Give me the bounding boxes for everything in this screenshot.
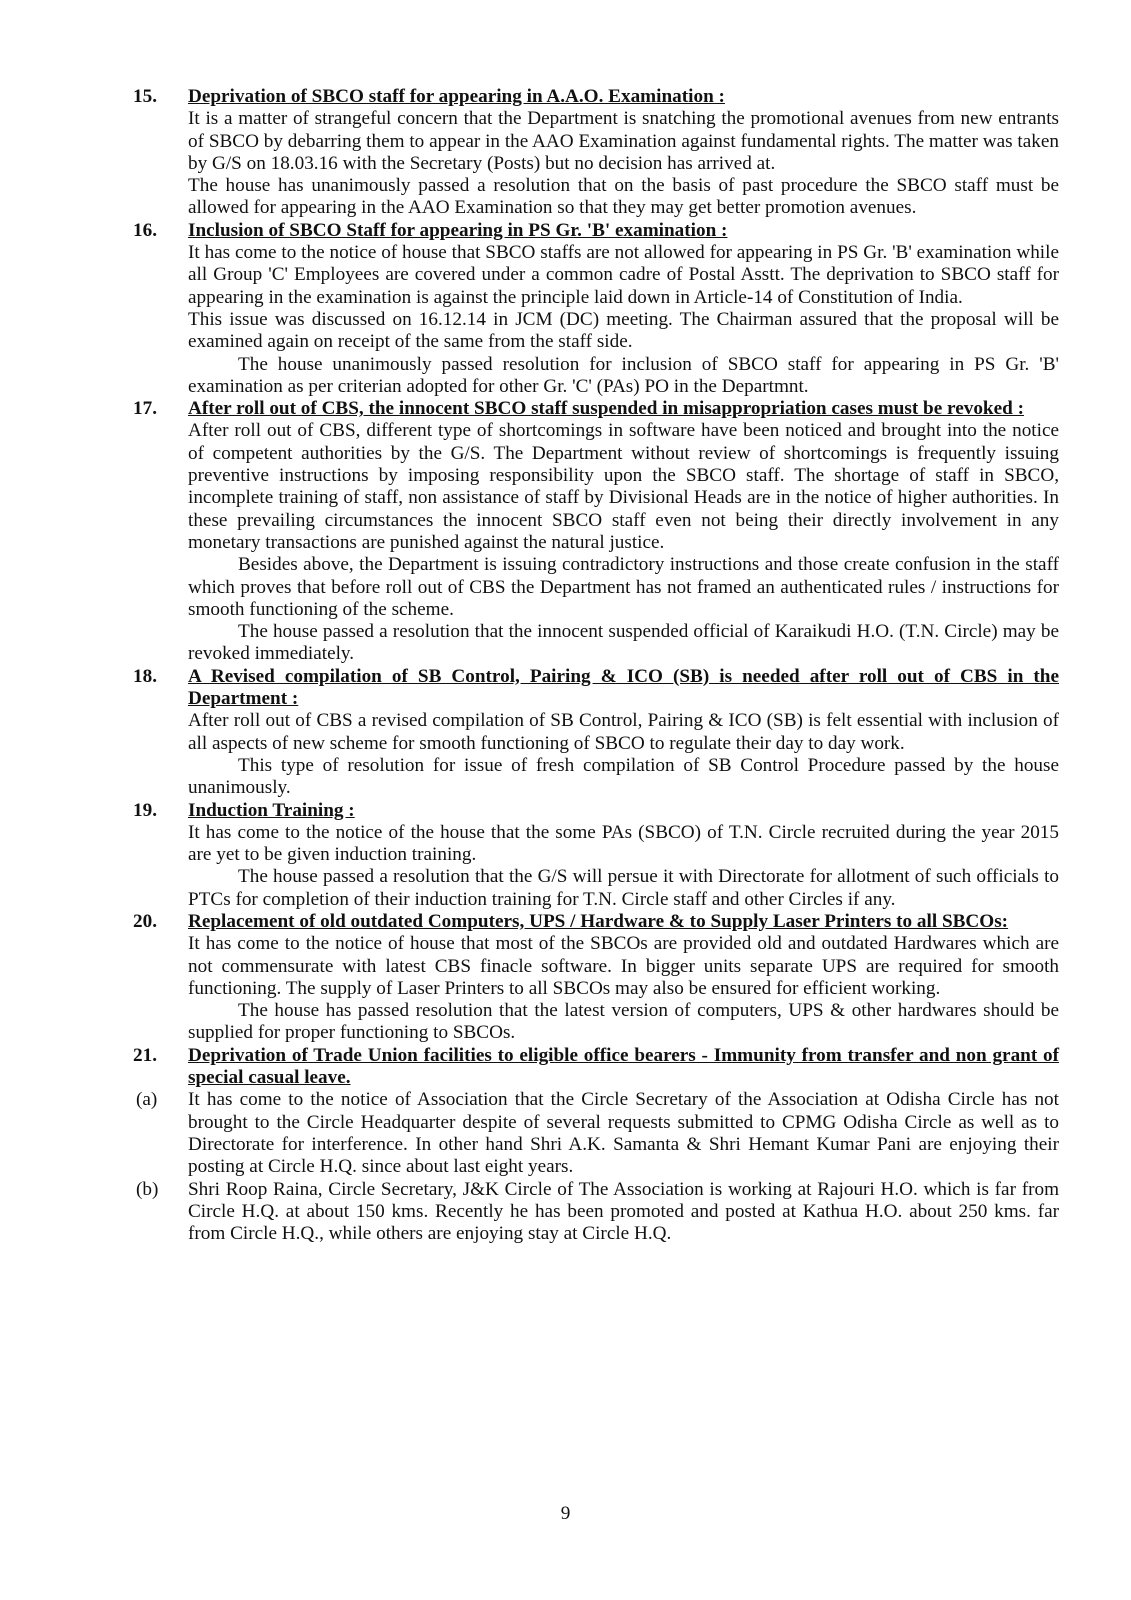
subitem-text: Shri Roop Raina, Circle Secretary, J&K Circle of The Association is working at Rajouri H.O. which is far from Circle H.Q. at about 150 kms. Recently he has been promoted and posted at Kathua H.O. about 250 kms. far from Circle H.Q., while others are enjoying stay at Circle H.Q. bbox=[188, 1178, 1059, 1245]
section-paragraph: The house passed a resolution that the innocent suspended official of Karaikudi H.O. (T.N. Circle) may be revoked immediately. bbox=[188, 621, 1059, 665]
section-paragraph: After roll out of CBS a revised compilation of SB Control, Pairing & ICO (SB) is felt essential with inclusion of all aspects of new scheme for smooth functioning of SBCO to regulate their day to day work. bbox=[188, 710, 1059, 754]
section-heading: Inclusion of SBCO Staff for appearing in PS Gr. 'B' examination : bbox=[188, 219, 728, 241]
section-17 bbox=[133, 398, 1059, 666]
section-paragraph: It has come to the notice of the house that the some PAs (SBCO) of T.N. Circle recruited during the year 2015 are yet to be given induction training. bbox=[188, 821, 1059, 866]
section-paragraph: The house passed a resolution that the G/S will persue it with Directorate for allotment of such officials to PTCs for completion of their induction training for T.N. Circle staff and other Circles if any. bbox=[188, 866, 1059, 910]
section-paragraph: The house has passed resolution that the latest version of computers, UPS & other hardwares should be supplied for proper functioning to SBCOs. bbox=[188, 1000, 1059, 1044]
section-19 bbox=[133, 800, 1059, 911]
section-paragraph: It has come to the notice of house that SBCO staffs are not allowed for appearing in PS Gr. 'B' examination while all Group 'C' Employees are covered under a common cadre of Postal Asstt. The deprivation to SBCO staff for appearing in the examination is against the principle laid down in Article-14 of Constitution of India. bbox=[188, 242, 1059, 308]
section-20 bbox=[133, 911, 1059, 1045]
subitem-b bbox=[133, 1179, 1059, 1246]
subitem-a bbox=[133, 1089, 1059, 1178]
section-paragraph: This type of resolution for issue of fresh compilation of SB Control Procedure passed by the house unanimously. bbox=[188, 754, 1059, 799]
subitem-marker: (a) bbox=[136, 1089, 158, 1111]
section-paragraph: Besides above, the Department is issuing contradictory instructions and those create confusion in the staff which proves that before roll out of CBS the Department has not framed an authenticated rules / instructions for smooth functioning of the scheme. bbox=[188, 554, 1059, 620]
section-number: 17. bbox=[133, 398, 157, 420]
section-15 bbox=[133, 86, 1059, 220]
section-heading: After roll out of CBS, the innocent SBCO staff suspended in misappropriation cases must be revoked : bbox=[188, 398, 1024, 420]
section-heading: A Revised compilation of SB Control, Pairing & ICO (SB) is needed after roll out of CBS in the Department : bbox=[188, 665, 1059, 710]
section-number: 15. bbox=[133, 86, 157, 107]
section-16 bbox=[133, 220, 1059, 398]
section-heading: Replacement of old outdated Computers, UPS / Hardware & to Supply Laser Printers to all SBCOs: bbox=[188, 910, 1009, 932]
section-heading: Deprivation of SBCO staff for appearing in A.A.O. Examination : bbox=[188, 86, 725, 107]
section-paragraph: It is a matter of strangeful concern that the Department is snatching the promotional avenues from new entrants of SBCO by debarring them to appear in the AAO Examination against fundamental rights. The matter was taken by G/S on 18.03.16 with the Secretary (Posts) but no decision has arrived at. bbox=[188, 108, 1059, 174]
section-number: 19. bbox=[133, 799, 157, 821]
section-21 bbox=[133, 1045, 1059, 1090]
section-paragraph: The house unanimously passed resolution for inclusion of SBCO staff for appearing in PS Gr. 'B' examination as per criterian adopted for other Gr. 'C' (PAs) PO in the Departmnt. bbox=[188, 353, 1059, 397]
section-18 bbox=[133, 666, 1059, 800]
section-number: 20. bbox=[133, 910, 157, 932]
section-number: 16. bbox=[133, 219, 157, 241]
page-number: 9 bbox=[560, 1503, 571, 1524]
subitem-text: It has come to the notice of Association that the Circle Secretary of the Association at Odisha Circle has not brought to the Circle Headquarter despite of several requests submitted to CPMG Odisha Circle as well as to Directorate for interference. In other hand Shri A.K. Samanta & Shri Hemant Kumar Pani are enjoying their posting at Circle H.Q. since about last eight years. bbox=[188, 1089, 1059, 1178]
section-paragraph: It has come to the notice of house that most of the SBCOs are provided old and outdated Hardwares which are not commensurate with latest CBS finacle software. In bigger units separate UPS are required for smooth functioning. The supply of Laser Printers to all SBCOs may also be ensured for efficient working. bbox=[188, 933, 1059, 999]
section-paragraph: The house has unanimously passed a resolution that on the basis of past procedure the SBCO staff must be allowed for appearing in the AAO Examination so that they may get better promotion avenues. bbox=[188, 175, 1059, 219]
section-heading: Induction Training : bbox=[188, 799, 355, 821]
section-paragraph: This issue was discussed on 16.12.14 in JCM (DC) meeting. The Chairman assured that the proposal will be examined again on receipt of the same from the staff side. bbox=[188, 308, 1059, 353]
section-paragraph: After roll out of CBS, different type of shortcomings in software have been noticed and brought into the notice of competent authorities by the G/S. The Department without review of shortcomings is frequently issuing preventive instructions by imposing responsibility upon the SBCO staff. The shortage of staff in SBCO, incomplete training of staff, non assistance of staff by Divisional Heads are in the notice of higher authorities. In these prevailing circumstances the innocent SBCO staff even not being their directly involvement in any monetary transactions are punished against the natural justice. bbox=[188, 420, 1059, 553]
subitem-marker: (b) bbox=[136, 1178, 159, 1200]
section-number: 18. bbox=[133, 665, 157, 687]
section-number: 21. bbox=[133, 1044, 157, 1066]
section-heading: Deprivation of Trade Union facilities to eligible office bearers - Immunity from transfer and non grant of special casual leave. bbox=[188, 1044, 1059, 1089]
